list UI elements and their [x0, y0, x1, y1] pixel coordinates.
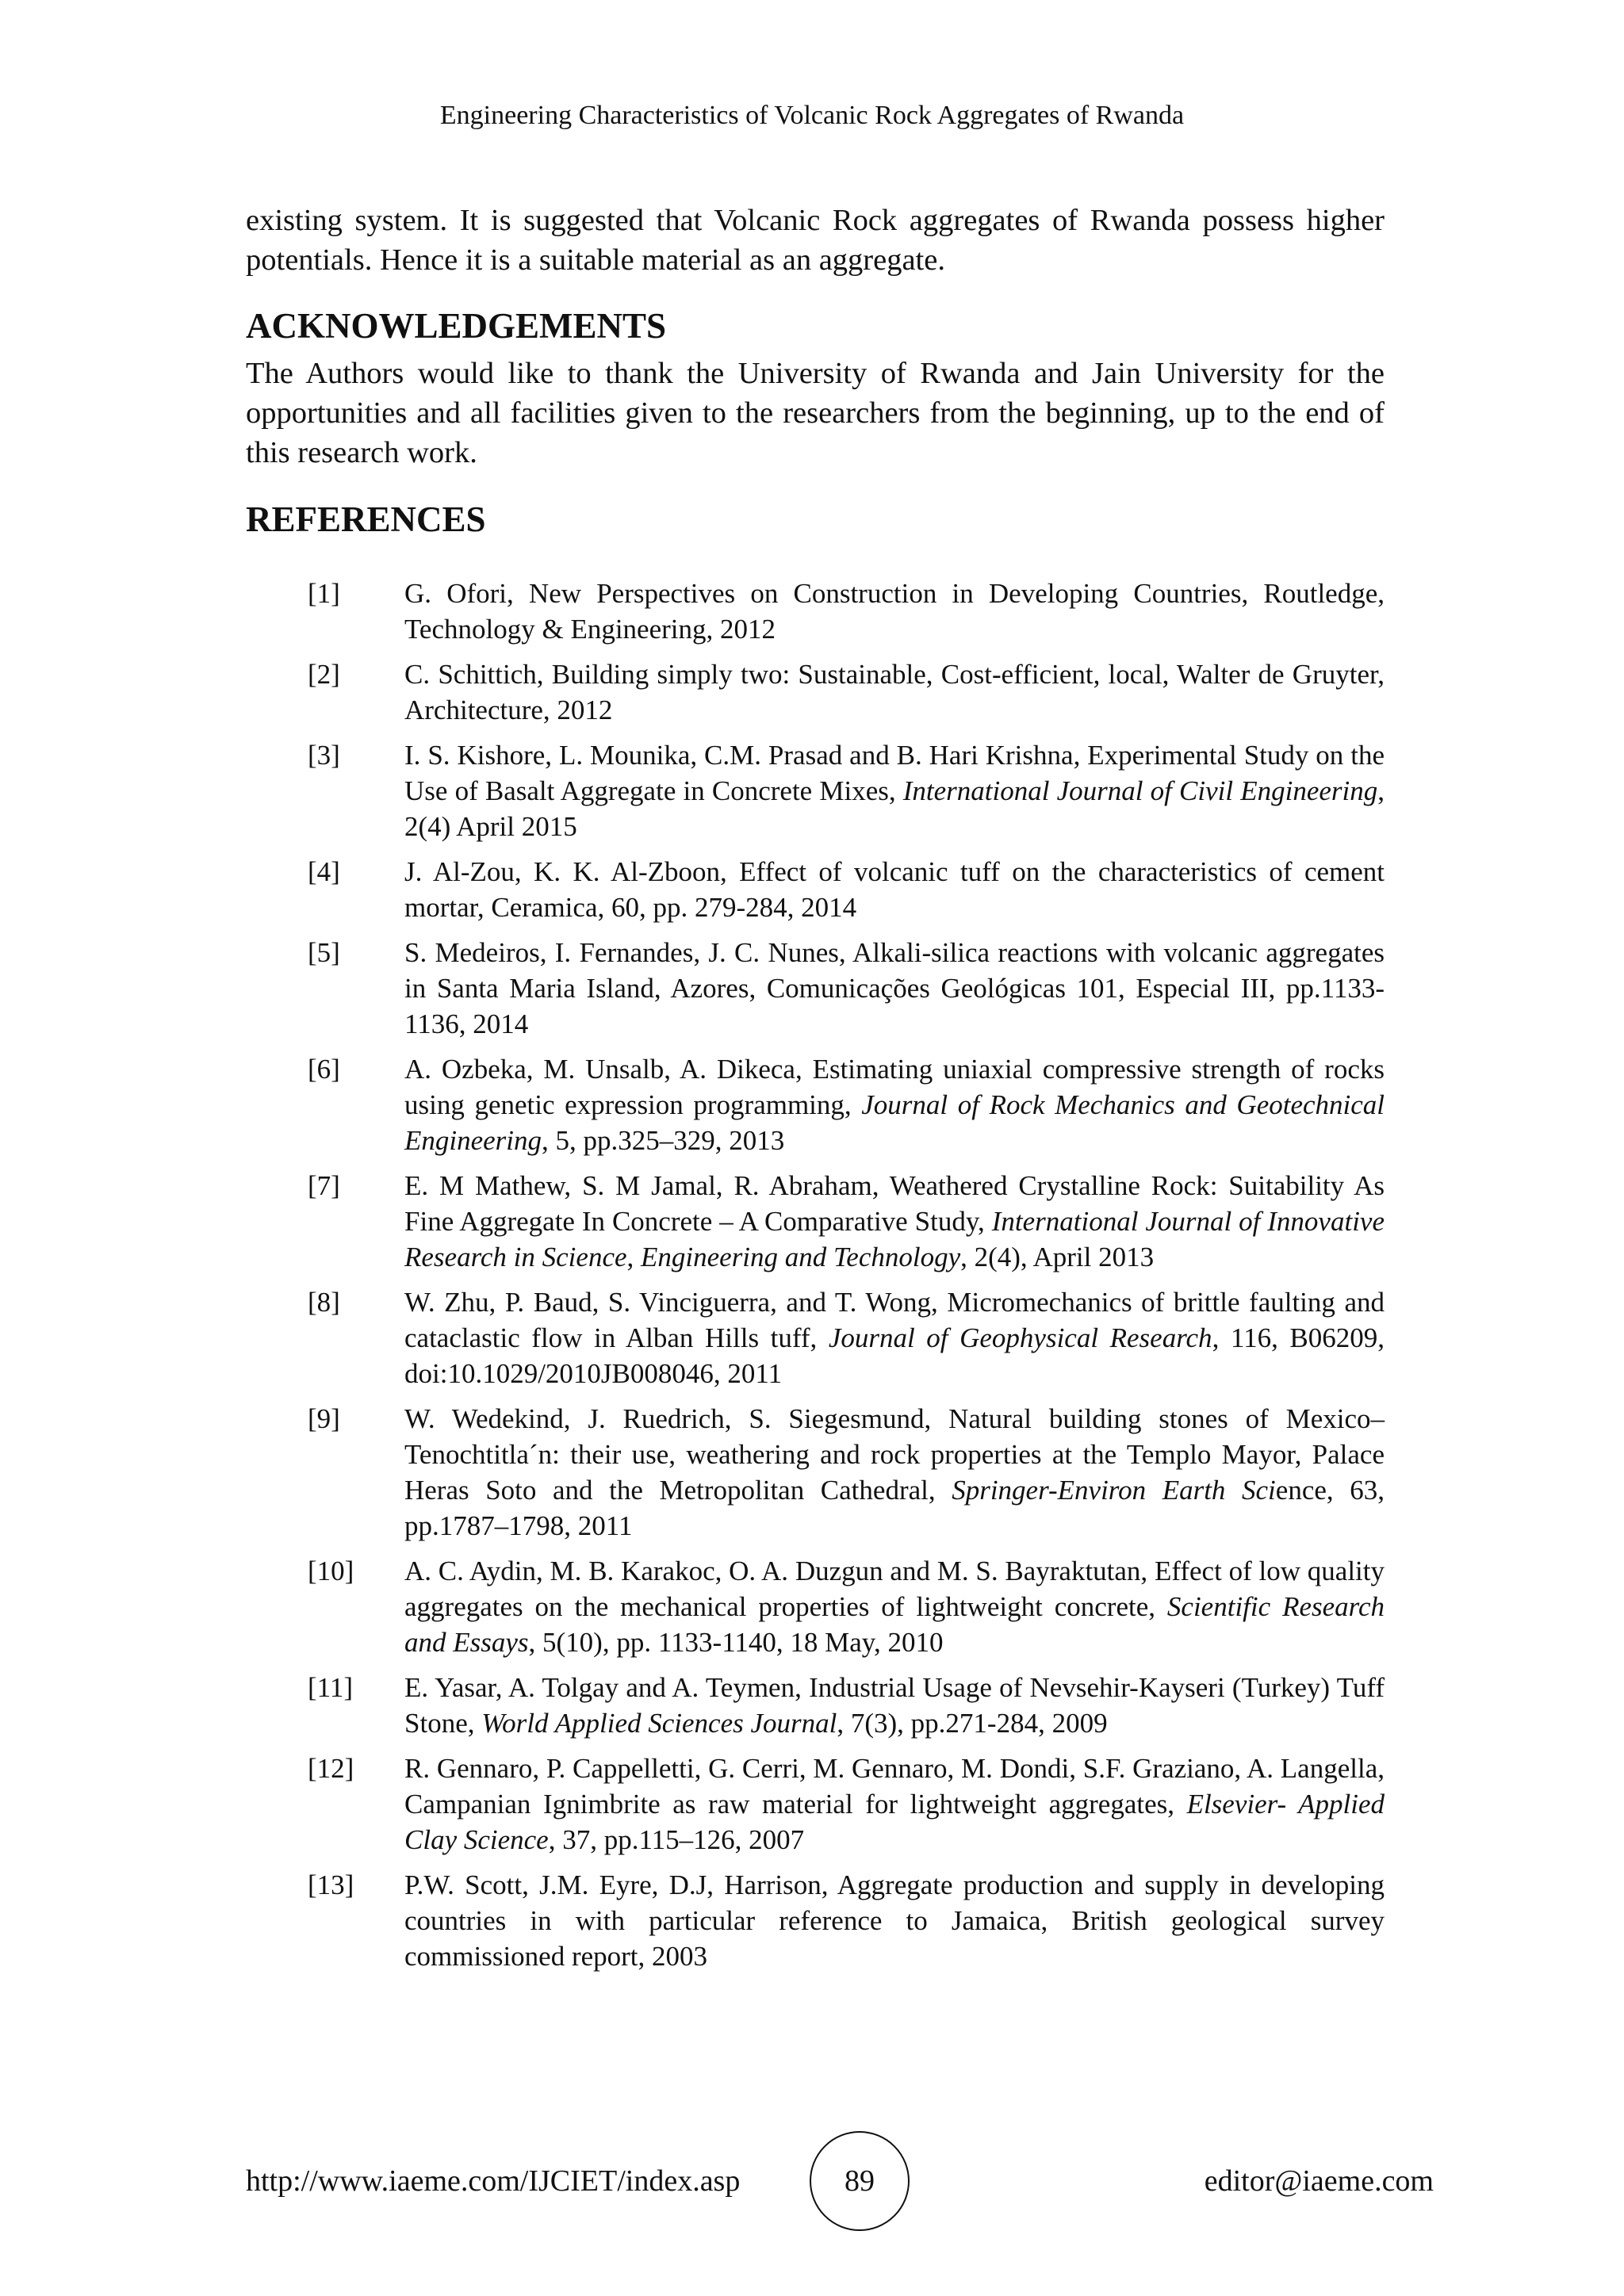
- reference-item: [246, 1401, 1385, 1544]
- reference-list: [246, 576, 1385, 1984]
- reference-source: Journal of Geophysical Research: [828, 1322, 1212, 1353]
- reference-text: [404, 1553, 1385, 1660]
- reference-number: [13]: [308, 1869, 354, 1900]
- reference-segment: A. C. Aydin, M. B. Karakoc, O. A. Duzgun and M. S. Bayraktutan, Effect of low quality aggregates on the mechanical properties of lightweight concrete,: [404, 1556, 1385, 1622]
- reference-item: [246, 1751, 1385, 1858]
- reference-source: Engineering and Technology: [641, 1242, 961, 1272]
- reference-number: [3]: [308, 740, 340, 771]
- reference-segment: I. S. Kishore, L. Mounika, C.M. Prasad and B. Hari Krishna, Experimental Study on the Use of Basalt Aggregate in Concrete Mixes,: [404, 740, 1385, 806]
- reference-segment: ,: [626, 1242, 642, 1272]
- reference-source: International Journal of Civil Engineering: [902, 775, 1378, 806]
- reference-text: [404, 1867, 1385, 1974]
- reference-number: [10]: [308, 1556, 354, 1586]
- page-number: 89: [810, 2131, 910, 2231]
- reference-item: [246, 935, 1385, 1042]
- reference-text: [404, 1401, 1385, 1544]
- reference-item: [246, 1284, 1385, 1391]
- reference-segment: C. Schittich, Building simply two: Sustainable, Cost-efficient, local, Walter de Gruyter, Architecture, 2012: [404, 659, 1385, 725]
- reference-number: [7]: [308, 1170, 340, 1201]
- reference-text: [404, 854, 1385, 925]
- reference-segment: W. Zhu, P. Baud, S. Vinciguerra, and T. Wong, Micromechanics of brittle faulting and cataclastic flow in Alban Hills tuff,: [404, 1287, 1385, 1353]
- reference-text: [404, 1168, 1385, 1275]
- reference-number: [11]: [308, 1672, 354, 1703]
- reference-number: [12]: [308, 1753, 354, 1784]
- reference-text: [404, 1670, 1385, 1741]
- reference-text: [404, 737, 1385, 844]
- reference-source: Elsevier- Applied Clay Science: [404, 1789, 1385, 1855]
- intro-paragraph: existing system. It is suggested that Volcanic Rock aggregates of Rwanda possess higher potentials. Hence it is a suitable material as an aggregate.: [246, 204, 1385, 277]
- reference-segment: G. Ofori, New Perspectives on Construction in Developing Countries, Routledge, Technology & Engineering, 2012: [404, 578, 1385, 645]
- reference-item: [246, 656, 1385, 728]
- reference-source: International Journal of Innovative Research in Science: [404, 1206, 1385, 1272]
- reference-text: [404, 1284, 1385, 1391]
- reference-segment: , 2(4), April 2013: [960, 1242, 1155, 1272]
- reference-item: [246, 854, 1385, 925]
- reference-text: [404, 1051, 1385, 1158]
- acknowledgements-text: The Authors would like to thank the University of Rwanda and Jain University for the opportunities and all facilities given to the researchers from the beginning, up to the end of this research work.: [246, 357, 1385, 469]
- reference-segment: ence, 63, pp.1787–1798, 2011: [404, 1475, 1385, 1541]
- reference-segment: E. M Mathew, S. M Jamal, R. Abraham, Weathered Crystalline Rock: Suitability As Fine Aggregate In Concrete – A Comparative Study,: [404, 1170, 1385, 1237]
- reference-number: [4]: [308, 856, 340, 887]
- footer-email[interactable]: editor@iaeme.com: [1204, 2164, 1434, 2198]
- reference-item: [246, 576, 1385, 647]
- reference-segment: E. Yasar, A. Tolgay and A. Teymen, Industrial Usage of Nevsehir-Kayseri (Turkey) Tuff Stone,: [404, 1672, 1385, 1739]
- reference-segment: , 5(10), pp. 1133-1140, 18 May, 2010: [528, 1627, 944, 1658]
- reference-item: [246, 737, 1385, 844]
- reference-source: Springer-Environ Earth Sci: [952, 1475, 1276, 1506]
- acknowledgements-heading: ACKNOWLEDGEMENTS: [246, 306, 667, 346]
- reference-segment: , 2(4) April 2015: [404, 775, 1385, 842]
- reference-number: [2]: [308, 659, 340, 690]
- reference-text: [404, 935, 1385, 1042]
- reference-segment: A. Ozbeka, M. Unsalb, A. Dikeca, Estimating uniaxial compressive strength of rocks using genetic expression programming,: [404, 1054, 1385, 1120]
- reference-segment: S. Medeiros, I. Fernandes, J. C. Nunes, Alkali-silica reactions with volcanic aggregates in Santa Maria Island, Azores, Comunicações Geológicas 101, Especial III, pp.1133-1136, 2014: [404, 937, 1385, 1039]
- reference-segment: , 7(3), pp.271-284, 2009: [837, 1708, 1108, 1739]
- reference-source: Journal of Rock Mechanics and Geotechnical Engineering: [404, 1089, 1385, 1156]
- reference-number: [5]: [308, 937, 340, 968]
- reference-segment: P.W. Scott, J.M. Eyre, D.J, Harrison, Aggregate production and supply in developing countries in with particular reference to Jamaica, British geological survey commissioned report, 2003: [404, 1869, 1385, 1972]
- reference-segment: , 5, pp.325–329, 2013: [542, 1125, 785, 1156]
- reference-text: [404, 576, 1385, 647]
- reference-item: [246, 1670, 1385, 1741]
- reference-item: [246, 1867, 1385, 1974]
- footer-url[interactable]: http://www.iaeme.com/IJCIET/index.asp: [246, 2164, 741, 2198]
- reference-number: [8]: [308, 1287, 340, 1318]
- reference-segment: , 37, pp.115–126, 2007: [548, 1824, 805, 1855]
- reference-item: [246, 1168, 1385, 1275]
- reference-source: World Applied Sciences Journal: [481, 1708, 837, 1739]
- reference-source: Scientific Research and Essays: [404, 1591, 1385, 1658]
- reference-text: [404, 656, 1385, 728]
- reference-segment: J. Al-Zou, K. K. Al-Zboon, Effect of volcanic tuff on the characteristics of cement mortar, Ceramica, 60, pp. 279-284, 2014: [404, 856, 1385, 923]
- references-heading: REFERENCES: [246, 499, 486, 539]
- running-head: Engineering Characteristics of Volcanic Rock Aggregates of Rwanda: [439, 101, 1185, 130]
- reference-number: [6]: [308, 1054, 340, 1085]
- reference-text: [404, 1751, 1385, 1858]
- reference-number: [1]: [308, 578, 340, 609]
- reference-segment: W. Wedekind, J. Ruedrich, S. Siegesmund, Natural building stones of Mexico–Tenochtitla´n: their use, weathering and rock properties at the Templo Mayor, Palace Heras Soto and the Metropolitan Cathedral,: [404, 1403, 1385, 1506]
- reference-number: [9]: [308, 1403, 340, 1434]
- reference-item: [246, 1553, 1385, 1660]
- reference-item: [246, 1051, 1385, 1158]
- reference-segment: R. Gennaro, P. Cappelletti, G. Cerri, M. Gennaro, M. Dondi, S.F. Graziano, A. Langella, Campanian Ignimbrite as raw material for lightweight aggregates,: [404, 1753, 1385, 1820]
- reference-segment: , 116, B06209, doi:10.1029/2010JB008046, 2011: [404, 1322, 1385, 1389]
